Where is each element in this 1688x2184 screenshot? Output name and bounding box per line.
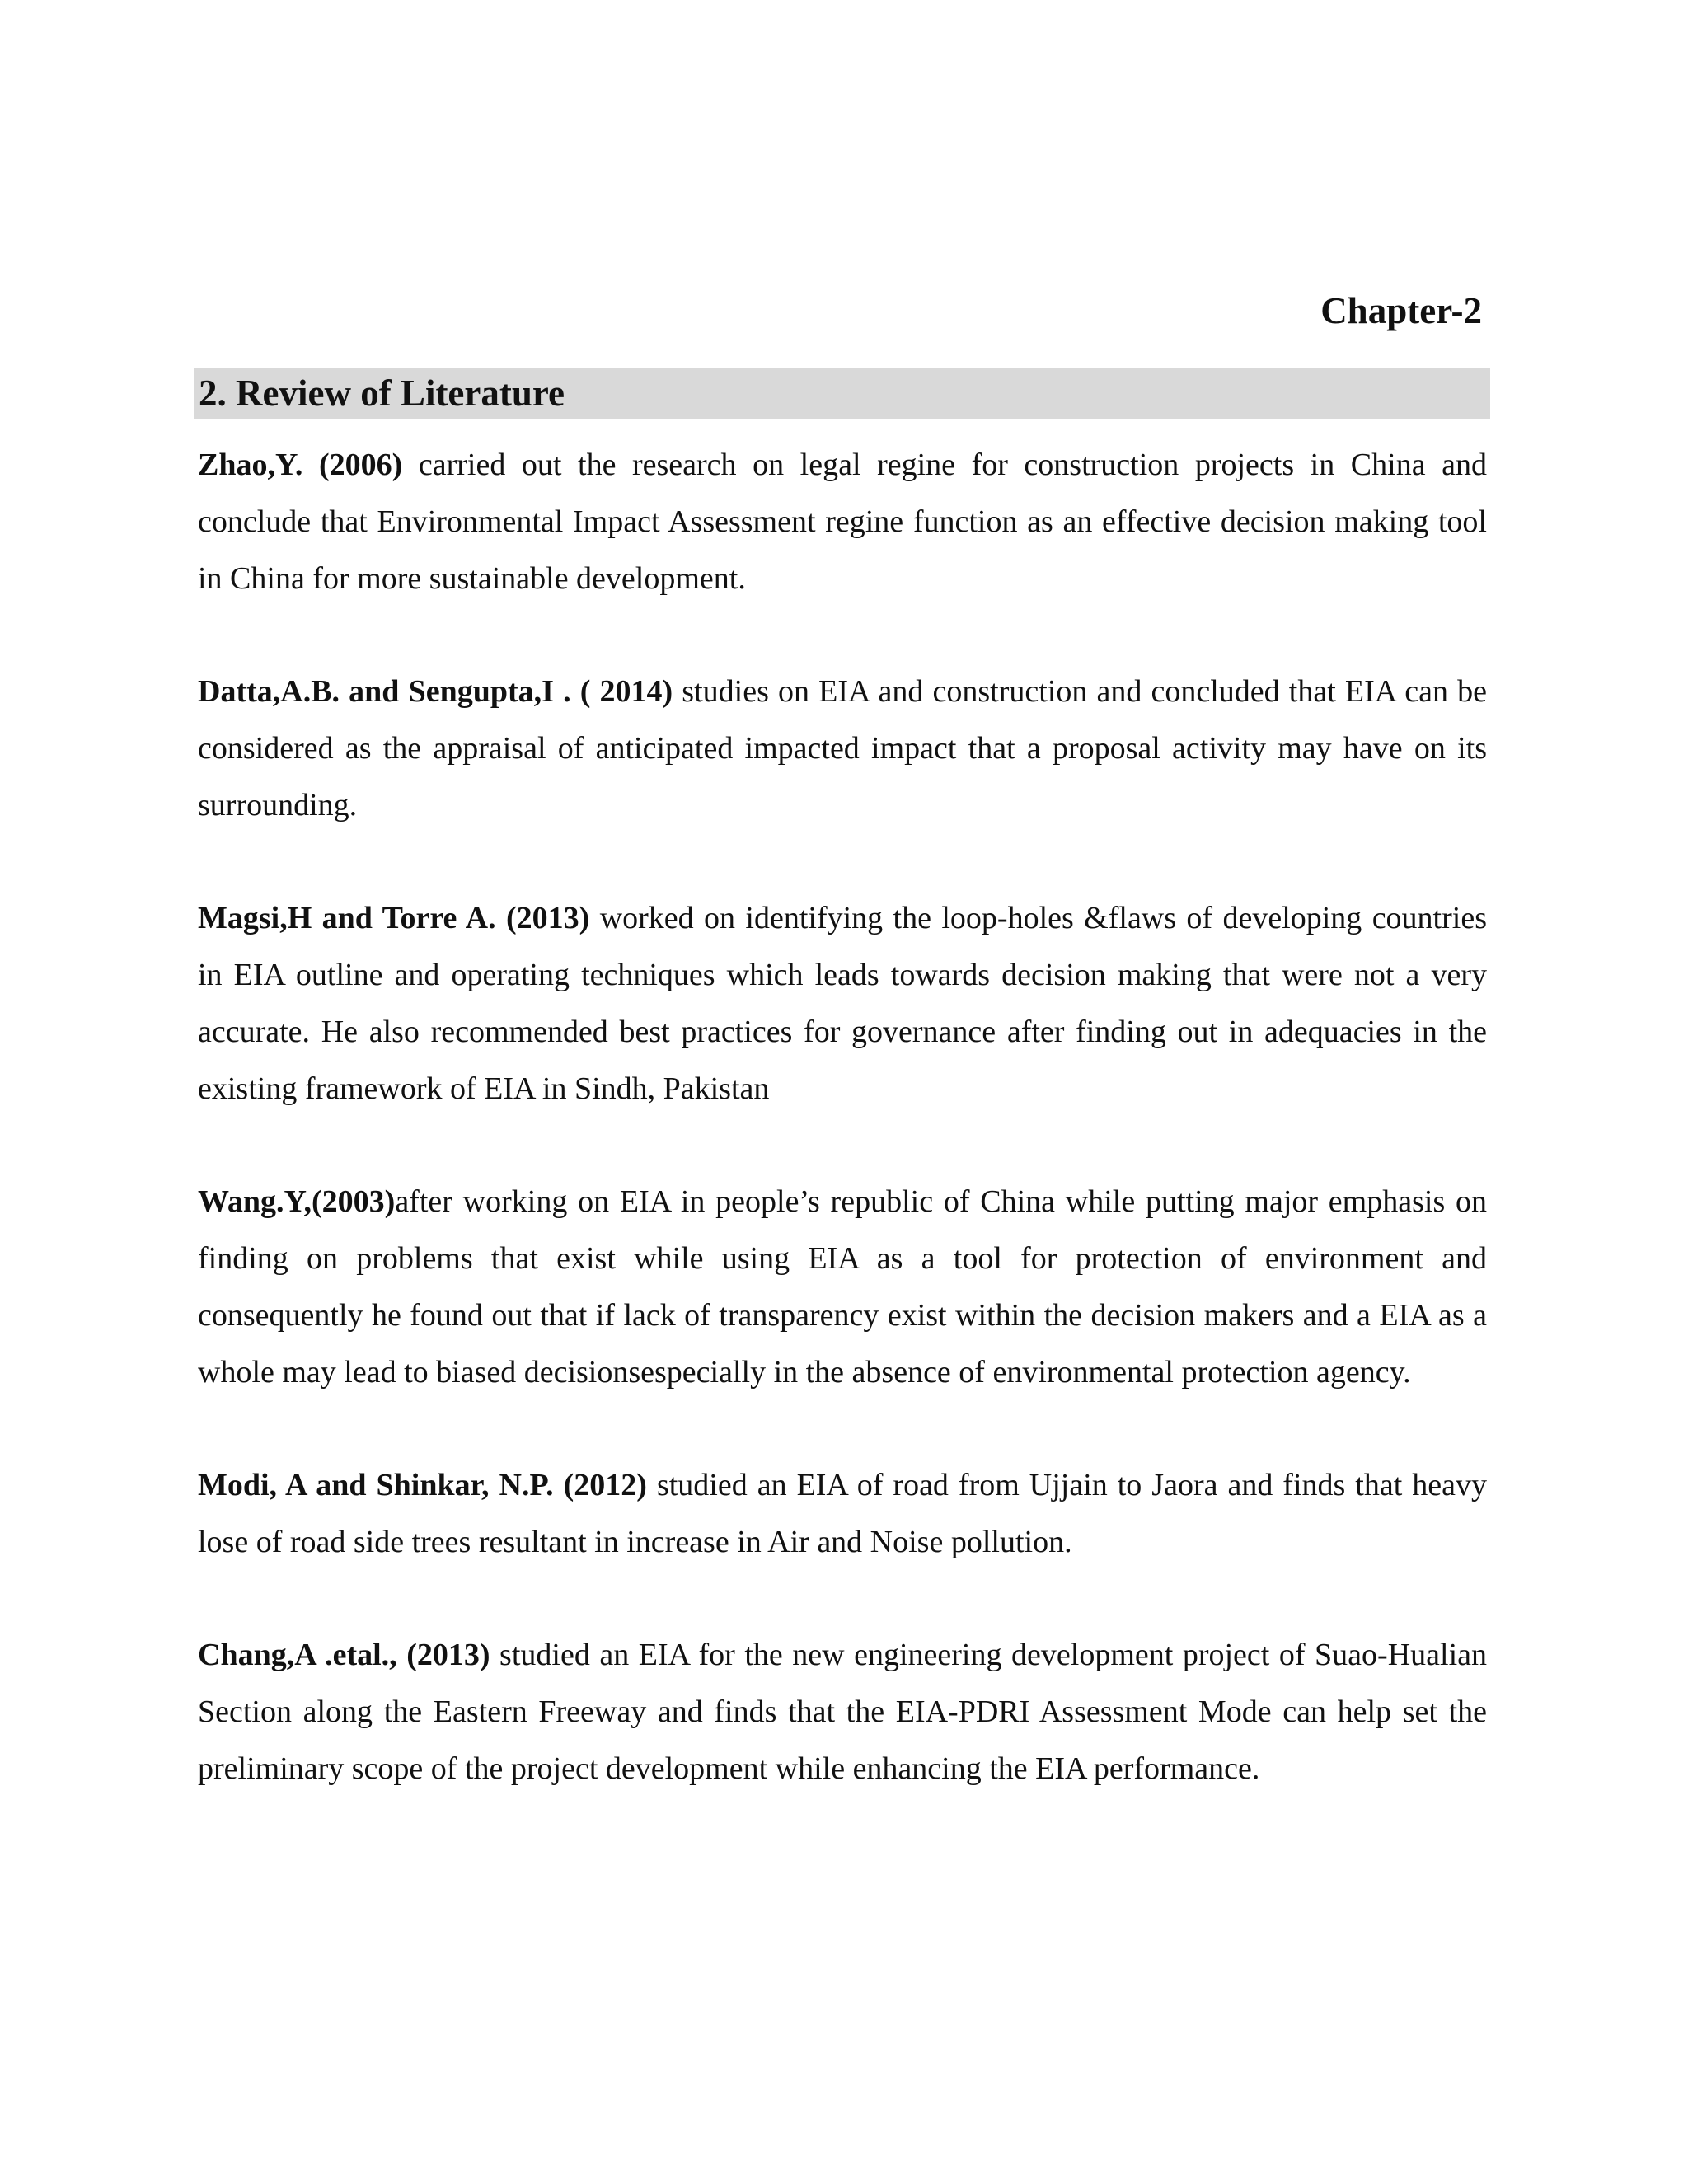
entry-text: studied an EIA for the new engineering development project of Suao-Hualian Section along the Eastern Freeway and finds that the EIA-PDRI Assessment Mode can help set the preliminary scope of the project development while enhancing the EIA performance. bbox=[198, 1638, 1487, 1786]
review-entry bbox=[198, 1457, 1487, 1571]
entry-text: studies on EIA and construction and concluded that EIA can be considered as the appraisal of anticipated impacted impact that a proposal activity may have on its surrounding. bbox=[198, 674, 1487, 823]
entry-text: studied an EIA of road from Ujjain to Jaora and finds that heavy lose of road side trees resultant in increase in Air and Noise pollution. bbox=[198, 1468, 1487, 1559]
review-entry bbox=[198, 663, 1487, 834]
entry-author: Wang.Y,(2003) bbox=[198, 1184, 396, 1219]
entry-author: Zhao,Y. (2006) bbox=[198, 448, 403, 482]
entry-author: Chang,A .etal., (2013) bbox=[198, 1638, 490, 1672]
entry-author: Datta,A.B. and Sengupta,I . ( 2014) bbox=[198, 674, 673, 709]
review-entry bbox=[198, 1627, 1487, 1797]
section-title: 2. Review of Literature bbox=[199, 373, 565, 414]
section-heading-band bbox=[194, 368, 1490, 419]
review-entry bbox=[198, 890, 1487, 1118]
literature-review-body bbox=[198, 437, 1487, 1854]
entry-author: Modi, A and Shinkar, N.P. (2012) bbox=[198, 1468, 647, 1502]
entry-text: carried out the research on legal regine for construction projects in China and conclude that Environmental Impact Assessment regine function as an effective decision making tool in China for more sustainable development. bbox=[198, 448, 1487, 596]
chapter-label: Chapter-2 bbox=[1320, 290, 1482, 331]
entry-text: after working on EIA in people’s republic of China while putting major emphasis on finding on problems that exist while using EIA as a tool for protection of environment and consequently he found out that if lack of transparency exist within the decision makers and a EIA as a whole may lead to biased decisionsespecially in the absence of environmental protection agency. bbox=[198, 1184, 1487, 1390]
entry-text: worked on identifying the loop-holes &flaws of developing countries in EIA outline and operating techniques which leads towards decision making that were not a very accurate. He also recommended best practices for governance after finding out in adequacies in the existing framework of EIA in Sindh, Pakistan bbox=[198, 901, 1487, 1106]
review-entry bbox=[198, 1174, 1487, 1401]
review-entry bbox=[198, 437, 1487, 607]
entry-author: Magsi,H and Torre A. (2013) bbox=[198, 901, 590, 935]
